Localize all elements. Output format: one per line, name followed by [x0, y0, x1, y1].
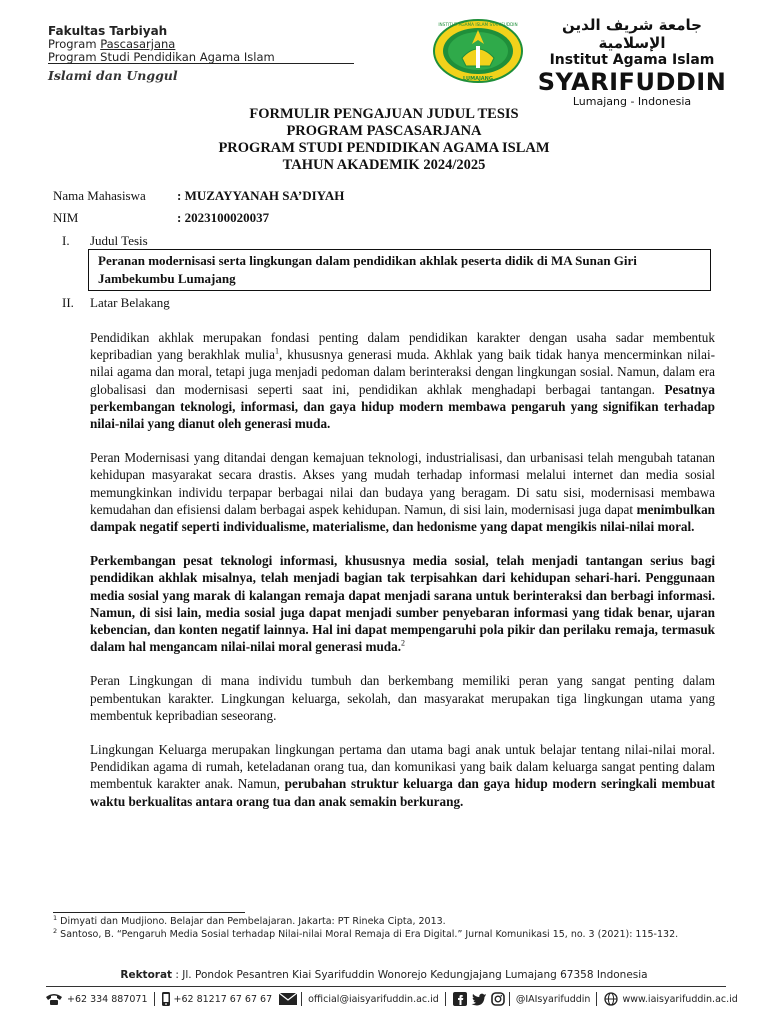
faculty-name: Fakultas Tarbiyah: [48, 24, 168, 38]
thesis-title-box: Peranan modernisasi serta lingkungan dalam pendidikan akhlak peserta didik di MA Sunan Giri Jambekumbu Lumajang: [88, 249, 711, 291]
section-1-number: I.: [62, 233, 70, 248]
student-nim-label: NIM: [53, 210, 79, 225]
footnotes: [53, 913, 713, 941]
globe-icon: [603, 992, 619, 1006]
mobile-phone-icon: [161, 992, 171, 1006]
footnote-divider: [53, 912, 245, 913]
paragraph-1: Pendidikan akhlak merupakan fondasi penting dalam pendidikan karakter dengan usaha sadar membentuk kepribadian yang berakhlak mulia$^1$, khususnya generasi muda. Akhlak yang baik tidak hanya mencerminkan nilai-nilai agama dan moral, tetapi juga menjadi pedoman dalam berinteraksi dengan lingkungan sosial. Namun, dalam era globalisasi dan modernisasi seperti saat ini, pendidikan akhlak menghadapi berbagai tantangan. Pesatnya perkembangan teknologi, informasi, dan gaya hidup modern membawa pengaruh yang signifikan terhadap nilai-nilai yang dianut oleh generasi muda.: [90, 330, 715, 432]
header-divider: [48, 63, 354, 64]
institute-logo: [432, 18, 524, 84]
section-2-heading: [62, 295, 170, 311]
paragraph-4: Peran Lingkungan di mana individu tumbuh dan berkembang memiliki peran yang sangat penting dalam pembentukan karakter. Lingkungan keluarga, sekolah, dan masyarakat merupakan tiga lingkungan utama yang membentuk kepribadian seseorang.: [90, 673, 715, 723]
student-name-row: [53, 188, 344, 204]
contact-email: official@iaisyarifuddin.ac.id: [278, 992, 439, 1006]
institute-name: SYARIFUDDIN: [537, 68, 727, 96]
section-1-heading: [62, 233, 148, 249]
institute-arabic-name: جامعة شريف الدين الإسلامية: [562, 16, 702, 52]
paragraph-3: Perkembangan pesat teknologi informasi, khususnya media sosial, telah menjadi tantangan serius bagi pendidikan akhlak misalnya, telah menjadi bagian tak terpisahkan dari kehidupan sehari-hari. Penggunaan media sosial yang marak di kalangan remaja dapat menjadi sarana untuk berinteraksi dan berbagi informasi. Namun, di sisi lain, media sosial juga dapat menjadi sumber penyebaran informasi yang tidak benar, ujaran kebencian, dan konten negatif lainnya. Hal ini dapat mempengaruhi pola pikir dan perilaku remaja, termasuk dalam hal mengancam nilai-nilai moral generasi muda.$^2$: [90, 553, 715, 655]
study-program-name: Program Studi Pendidikan Agama Islam: [48, 50, 275, 64]
rektorat-label: Rektorat: [120, 969, 173, 981]
footnote-2: $^2$ Santoso, B. “Pengaruh Media Sosial terhadap Nilai-nilai Moral Remaja di Era Digital.” Jurnal Komunikasi 15, no. 3 (2021): 115-132.: [53, 926, 679, 940]
student-name-value: : MUZAYYANAH SA’DIYAH: [177, 188, 345, 203]
facebook-icon: [452, 992, 468, 1006]
footer-contacts: [44, 992, 738, 1006]
section-2-title: Latar Belakang: [90, 295, 170, 310]
footer-divider: [46, 986, 726, 987]
logo-text: INSTITUT AGAMA ISLAM SYARIFUDDIN: [438, 22, 518, 27]
contact-mobile: +62 81217 67 67 67: [161, 992, 273, 1006]
footnote-1: $^1$ Dimyati dan Mudjiono. Belajar dan Pembelajaran. Jakarta: PT Rineka Cipta, 2013.: [53, 913, 446, 927]
motto: Islami dan Unggul: [48, 68, 178, 83]
instagram-icon: [490, 992, 506, 1006]
contact-social: @IAIsyarifuddin: [452, 992, 591, 1006]
header-faculty-block: [48, 24, 358, 64]
title-line-4: TAHUN AKADEMIK 2024/2025: [282, 157, 486, 173]
program-name: Program Pascasarjana: [48, 37, 176, 51]
paragraph-5: Lingkungan Keluarga merupakan lingkungan pertama dan utama bagi anak untuk belajar tentang nilai-nilai moral. Pendidikan agama di rumah, keteladanan orang tua, dan komunikasi yang baik dalam keluarga sangat penting dalam membentuk karakter anak. Namun, perubahan struktur keluarga dan gaya hidup modern seringkali membuat waktu berkualitas antara orang tua dan anak semakin berkurang.: [90, 742, 716, 809]
footer-address: Rektorat : Jl. Pondok Pesantren Kiai Syarifuddin Wonorejo Kedungjajang Lumajang 67358 Indonesia: [120, 969, 648, 981]
contact-phone: +62 334 887071: [44, 992, 148, 1006]
telephone-icon: [44, 992, 64, 1006]
student-name-label: Nama Mahasiswa: [53, 188, 146, 203]
footnote-ref-1: 1: [274, 346, 279, 356]
logo-subtext: LUMAJANG: [463, 76, 493, 82]
title-line-3: PROGRAM STUDI PENDIDIKAN AGAMA ISLAM: [218, 140, 550, 156]
student-nim-row: [53, 210, 269, 226]
institute-location: Lumajang - Indonesia: [572, 95, 692, 108]
title-line-1: FORMULIR PENGAJUAN JUDUL TESIS: [249, 106, 519, 122]
footnote-ref-2: 2: [401, 638, 406, 648]
institute-type: Institut Agama Islam: [549, 52, 715, 68]
twitter-icon: [471, 992, 487, 1006]
envelope-icon: [278, 992, 298, 1006]
student-nim-value: : 2023100020037: [177, 210, 270, 225]
program-pascasarjana: Pascasarjana: [100, 37, 176, 51]
section-2-number: II.: [62, 295, 74, 310]
institute-name-block: [532, 16, 732, 108]
paragraph-2: Peran Modernisasi yang ditandai dengan kemajuan teknologi, industrialisasi, dan urbanisasi telah mengubah tatanan kehidupan masyarakat secara drastis. Akses yang mudah terhadap informasi melalui internet dan media sosial memungkinkan individu terpapar berbagai nilai dan budaya yang beragam. Di satu sisi, modernisasi membawa kemudahan dan efisiensi dalam berbagai aspek kehidupan. Namun, di sisi lain, modernisasi juga dapat menimbulkan dampak negatif seperti individualisme, materialisme, dan hedonisme yang dapat mengikis nilai-nilai moral.: [90, 450, 715, 535]
contact-website: www.iaisyarifuddin.ac.id: [603, 992, 737, 1006]
title-line-2: PROGRAM PASCASARJANA: [286, 123, 482, 139]
section-1-title: Judul Tesis: [90, 233, 148, 248]
background-text: [90, 329, 715, 827]
form-title: [0, 106, 768, 174]
